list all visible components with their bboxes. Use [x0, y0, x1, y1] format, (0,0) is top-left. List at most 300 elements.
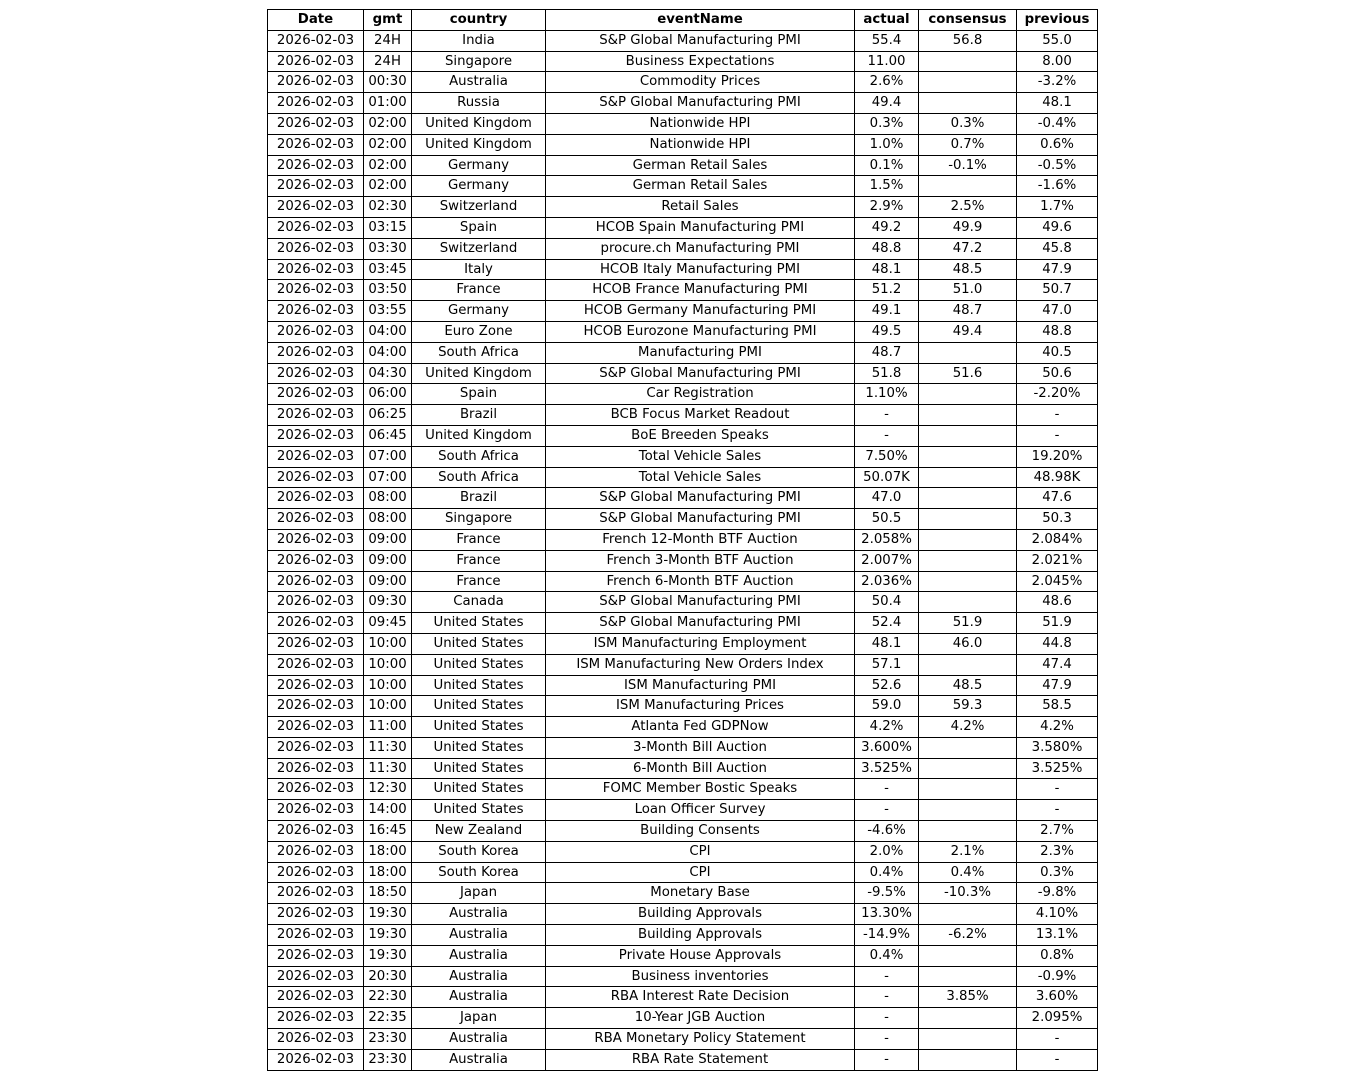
- cell-actual: -: [855, 987, 919, 1008]
- cell-previous: 51.9: [1017, 613, 1098, 634]
- cell-actual: 51.8: [855, 363, 919, 384]
- cell-date: 2026-02-03: [268, 571, 364, 592]
- cell-event-name: 10-Year JGB Auction: [546, 1008, 855, 1029]
- cell-event-name: S&P Global Manufacturing PMI: [546, 93, 855, 114]
- economic-calendar-table: [267, 9, 1098, 1071]
- cell-country: United States: [412, 717, 546, 738]
- cell-consensus: [919, 800, 1017, 821]
- column-header-gmt: gmt: [364, 10, 412, 31]
- cell-event-name: ISM Manufacturing Prices: [546, 696, 855, 717]
- cell-gmt: 07:00: [364, 446, 412, 467]
- cell-consensus: [919, 1008, 1017, 1029]
- table-body: [268, 30, 1098, 1070]
- cell-previous: 50.7: [1017, 280, 1098, 301]
- cell-gmt: 07:00: [364, 467, 412, 488]
- cell-gmt: 04:30: [364, 363, 412, 384]
- cell-previous: 2.021%: [1017, 550, 1098, 571]
- cell-gmt: 06:25: [364, 405, 412, 426]
- cell-country: United States: [412, 654, 546, 675]
- cell-country: Spain: [412, 217, 546, 238]
- cell-actual: 3.525%: [855, 758, 919, 779]
- cell-country: United States: [412, 633, 546, 654]
- cell-country: France: [412, 550, 546, 571]
- cell-actual: 51.2: [855, 280, 919, 301]
- table-row: [268, 446, 1098, 467]
- cell-previous: -9.8%: [1017, 883, 1098, 904]
- table-row: [268, 737, 1098, 758]
- cell-actual: 2.007%: [855, 550, 919, 571]
- cell-country: Singapore: [412, 509, 546, 530]
- cell-event-name: French 12-Month BTF Auction: [546, 529, 855, 550]
- cell-previous: -0.5%: [1017, 155, 1098, 176]
- cell-consensus: 49.4: [919, 321, 1017, 342]
- cell-country: United States: [412, 800, 546, 821]
- cell-date: 2026-02-03: [268, 1008, 364, 1029]
- cell-event-name: Private House Approvals: [546, 945, 855, 966]
- table-row: [268, 550, 1098, 571]
- cell-date: 2026-02-03: [268, 176, 364, 197]
- cell-consensus: [919, 1029, 1017, 1050]
- cell-country: Australia: [412, 987, 546, 1008]
- cell-consensus: [919, 467, 1017, 488]
- cell-actual: 59.0: [855, 696, 919, 717]
- table-row: [268, 342, 1098, 363]
- cell-previous: -: [1017, 405, 1098, 426]
- cell-event-name: S&P Global Manufacturing PMI: [546, 363, 855, 384]
- cell-actual: 0.3%: [855, 113, 919, 134]
- cell-event-name: HCOB Italy Manufacturing PMI: [546, 259, 855, 280]
- cell-consensus: [919, 529, 1017, 550]
- table-row: [268, 883, 1098, 904]
- cell-country: Switzerland: [412, 238, 546, 259]
- cell-event-name: Total Vehicle Sales: [546, 446, 855, 467]
- cell-gmt: 02:00: [364, 155, 412, 176]
- cell-event-name: Car Registration: [546, 384, 855, 405]
- cell-date: 2026-02-03: [268, 904, 364, 925]
- cell-event-name: Commodity Prices: [546, 72, 855, 93]
- cell-actual: 2.0%: [855, 841, 919, 862]
- cell-previous: -: [1017, 800, 1098, 821]
- cell-actual: 48.1: [855, 633, 919, 654]
- cell-gmt: 14:00: [364, 800, 412, 821]
- cell-event-name: Retail Sales: [546, 197, 855, 218]
- cell-event-name: ISM Manufacturing Employment: [546, 633, 855, 654]
- cell-actual: -: [855, 1029, 919, 1050]
- cell-gmt: 00:30: [364, 72, 412, 93]
- cell-country: India: [412, 30, 546, 51]
- cell-previous: -3.2%: [1017, 72, 1098, 93]
- cell-country: Japan: [412, 883, 546, 904]
- cell-consensus: [919, 654, 1017, 675]
- cell-event-name: German Retail Sales: [546, 176, 855, 197]
- cell-actual: 2.036%: [855, 571, 919, 592]
- cell-gmt: 03:30: [364, 238, 412, 259]
- cell-actual: -: [855, 779, 919, 800]
- cell-date: 2026-02-03: [268, 363, 364, 384]
- cell-previous: 47.9: [1017, 259, 1098, 280]
- cell-actual: 1.0%: [855, 134, 919, 155]
- table-row: [268, 301, 1098, 322]
- cell-consensus: [919, 821, 1017, 842]
- cell-country: South Africa: [412, 446, 546, 467]
- cell-gmt: 11:30: [364, 737, 412, 758]
- cell-gmt: 18:00: [364, 841, 412, 862]
- cell-date: 2026-02-03: [268, 779, 364, 800]
- cell-country: New Zealand: [412, 821, 546, 842]
- cell-gmt: 19:30: [364, 904, 412, 925]
- cell-consensus: 0.7%: [919, 134, 1017, 155]
- table-row: [268, 1008, 1098, 1029]
- cell-date: 2026-02-03: [268, 342, 364, 363]
- cell-consensus: 0.3%: [919, 113, 1017, 134]
- cell-previous: 2.7%: [1017, 821, 1098, 842]
- cell-actual: -: [855, 1049, 919, 1070]
- cell-previous: -: [1017, 425, 1098, 446]
- cell-consensus: [919, 488, 1017, 509]
- cell-country: Euro Zone: [412, 321, 546, 342]
- table-row: [268, 405, 1098, 426]
- cell-country: Australia: [412, 72, 546, 93]
- cell-event-name: Building Consents: [546, 821, 855, 842]
- cell-actual: 11.00: [855, 51, 919, 72]
- cell-date: 2026-02-03: [268, 737, 364, 758]
- economic-calendar-table-wrapper: [267, 9, 1098, 1071]
- cell-date: 2026-02-03: [268, 259, 364, 280]
- cell-date: 2026-02-03: [268, 633, 364, 654]
- cell-consensus: -0.1%: [919, 155, 1017, 176]
- cell-date: 2026-02-03: [268, 1049, 364, 1070]
- cell-previous: -: [1017, 779, 1098, 800]
- cell-date: 2026-02-03: [268, 488, 364, 509]
- table-header: [268, 10, 1098, 31]
- cell-previous: -0.9%: [1017, 966, 1098, 987]
- cell-event-name: German Retail Sales: [546, 155, 855, 176]
- cell-gmt: 09:00: [364, 571, 412, 592]
- cell-consensus: 49.9: [919, 217, 1017, 238]
- table-row: [268, 654, 1098, 675]
- cell-event-name: HCOB France Manufacturing PMI: [546, 280, 855, 301]
- cell-date: 2026-02-03: [268, 301, 364, 322]
- cell-consensus: [919, 425, 1017, 446]
- cell-date: 2026-02-03: [268, 238, 364, 259]
- cell-date: 2026-02-03: [268, 654, 364, 675]
- cell-actual: 1.5%: [855, 176, 919, 197]
- cell-date: 2026-02-03: [268, 592, 364, 613]
- table-row: [268, 1029, 1098, 1050]
- cell-date: 2026-02-03: [268, 987, 364, 1008]
- cell-date: 2026-02-03: [268, 405, 364, 426]
- cell-consensus: [919, 446, 1017, 467]
- cell-previous: -2.20%: [1017, 384, 1098, 405]
- cell-event-name: ISM Manufacturing PMI: [546, 675, 855, 696]
- cell-consensus: [919, 966, 1017, 987]
- cell-actual: -4.6%: [855, 821, 919, 842]
- cell-consensus: 51.9: [919, 613, 1017, 634]
- cell-consensus: [919, 509, 1017, 530]
- table-row: [268, 592, 1098, 613]
- cell-event-name: Business inventories: [546, 966, 855, 987]
- cell-date: 2026-02-03: [268, 883, 364, 904]
- cell-gmt: 22:35: [364, 1008, 412, 1029]
- cell-date: 2026-02-03: [268, 758, 364, 779]
- cell-date: 2026-02-03: [268, 945, 364, 966]
- table-row: [268, 363, 1098, 384]
- cell-actual: 49.1: [855, 301, 919, 322]
- cell-event-name: BoE Breeden Speaks: [546, 425, 855, 446]
- cell-previous: 58.5: [1017, 696, 1098, 717]
- cell-actual: -: [855, 425, 919, 446]
- cell-country: Germany: [412, 301, 546, 322]
- cell-date: 2026-02-03: [268, 675, 364, 696]
- cell-previous: 4.2%: [1017, 717, 1098, 738]
- cell-consensus: 48.5: [919, 675, 1017, 696]
- table-row: [268, 467, 1098, 488]
- cell-event-name: Building Approvals: [546, 904, 855, 925]
- cell-gmt: 02:30: [364, 197, 412, 218]
- cell-previous: 2.095%: [1017, 1008, 1098, 1029]
- cell-event-name: procure.ch Manufacturing PMI: [546, 238, 855, 259]
- table-row: [268, 862, 1098, 883]
- table-row: [268, 821, 1098, 842]
- cell-previous: 2.3%: [1017, 841, 1098, 862]
- cell-actual: 50.5: [855, 509, 919, 530]
- cell-consensus: 0.4%: [919, 862, 1017, 883]
- cell-date: 2026-02-03: [268, 155, 364, 176]
- table-row: [268, 259, 1098, 280]
- cell-consensus: [919, 571, 1017, 592]
- cell-consensus: [919, 945, 1017, 966]
- table-row: [268, 571, 1098, 592]
- cell-previous: 50.6: [1017, 363, 1098, 384]
- table-row: [268, 30, 1098, 51]
- cell-gmt: 04:00: [364, 342, 412, 363]
- cell-date: 2026-02-03: [268, 467, 364, 488]
- cell-previous: 3.525%: [1017, 758, 1098, 779]
- table-row: [268, 425, 1098, 446]
- cell-previous: 48.98K: [1017, 467, 1098, 488]
- cell-consensus: 51.0: [919, 280, 1017, 301]
- cell-previous: 55.0: [1017, 30, 1098, 51]
- cell-consensus: 46.0: [919, 633, 1017, 654]
- table-row: [268, 217, 1098, 238]
- table-row: [268, 155, 1098, 176]
- cell-consensus: -6.2%: [919, 925, 1017, 946]
- cell-country: France: [412, 529, 546, 550]
- cell-consensus: [919, 384, 1017, 405]
- cell-date: 2026-02-03: [268, 134, 364, 155]
- cell-country: South Africa: [412, 467, 546, 488]
- cell-gmt: 01:00: [364, 93, 412, 114]
- cell-previous: 3.60%: [1017, 987, 1098, 1008]
- cell-consensus: 56.8: [919, 30, 1017, 51]
- cell-gmt: 03:15: [364, 217, 412, 238]
- cell-date: 2026-02-03: [268, 800, 364, 821]
- cell-country: Spain: [412, 384, 546, 405]
- cell-consensus: [919, 51, 1017, 72]
- cell-country: France: [412, 571, 546, 592]
- cell-date: 2026-02-03: [268, 72, 364, 93]
- table-row: [268, 280, 1098, 301]
- cell-event-name: HCOB Germany Manufacturing PMI: [546, 301, 855, 322]
- cell-actual: 48.7: [855, 342, 919, 363]
- cell-actual: 0.4%: [855, 945, 919, 966]
- cell-date: 2026-02-03: [268, 613, 364, 634]
- table-row: [268, 176, 1098, 197]
- cell-country: United Kingdom: [412, 113, 546, 134]
- cell-country: Italy: [412, 259, 546, 280]
- cell-country: United Kingdom: [412, 425, 546, 446]
- cell-consensus: [919, 342, 1017, 363]
- cell-gmt: 11:30: [364, 758, 412, 779]
- column-header-country: country: [412, 10, 546, 31]
- cell-event-name: RBA Interest Rate Decision: [546, 987, 855, 1008]
- cell-gmt: 20:30: [364, 966, 412, 987]
- cell-actual: 0.1%: [855, 155, 919, 176]
- cell-gmt: 09:45: [364, 613, 412, 634]
- table-row: [268, 113, 1098, 134]
- cell-actual: 57.1: [855, 654, 919, 675]
- header-row: [268, 10, 1098, 31]
- cell-date: 2026-02-03: [268, 446, 364, 467]
- cell-country: United Kingdom: [412, 134, 546, 155]
- cell-previous: 47.4: [1017, 654, 1098, 675]
- cell-gmt: 10:00: [364, 633, 412, 654]
- cell-country: Australia: [412, 1029, 546, 1050]
- cell-event-name: Monetary Base: [546, 883, 855, 904]
- cell-gmt: 10:00: [364, 654, 412, 675]
- cell-consensus: [919, 405, 1017, 426]
- cell-date: 2026-02-03: [268, 280, 364, 301]
- cell-country: Russia: [412, 93, 546, 114]
- cell-consensus: [919, 1049, 1017, 1070]
- table-row: [268, 966, 1098, 987]
- cell-country: Switzerland: [412, 197, 546, 218]
- cell-event-name: Business Expectations: [546, 51, 855, 72]
- cell-previous: 3.580%: [1017, 737, 1098, 758]
- cell-gmt: 09:30: [364, 592, 412, 613]
- cell-date: 2026-02-03: [268, 321, 364, 342]
- cell-actual: 50.4: [855, 592, 919, 613]
- table-row: [268, 675, 1098, 696]
- cell-event-name: RBA Monetary Policy Statement: [546, 1029, 855, 1050]
- cell-country: United Kingdom: [412, 363, 546, 384]
- cell-previous: 47.0: [1017, 301, 1098, 322]
- cell-country: United States: [412, 758, 546, 779]
- cell-event-name: BCB Focus Market Readout: [546, 405, 855, 426]
- cell-country: Germany: [412, 176, 546, 197]
- table-row: [268, 696, 1098, 717]
- table-row: [268, 800, 1098, 821]
- cell-consensus: 4.2%: [919, 717, 1017, 738]
- cell-country: Brazil: [412, 405, 546, 426]
- cell-event-name: S&P Global Manufacturing PMI: [546, 509, 855, 530]
- table-row: [268, 134, 1098, 155]
- cell-actual: -: [855, 1008, 919, 1029]
- cell-event-name: Nationwide HPI: [546, 113, 855, 134]
- cell-previous: 48.6: [1017, 592, 1098, 613]
- cell-country: Germany: [412, 155, 546, 176]
- cell-gmt: 22:30: [364, 987, 412, 1008]
- cell-gmt: 03:55: [364, 301, 412, 322]
- cell-event-name: French 3-Month BTF Auction: [546, 550, 855, 571]
- cell-previous: 44.8: [1017, 633, 1098, 654]
- table-row: [268, 613, 1098, 634]
- cell-previous: 47.6: [1017, 488, 1098, 509]
- cell-event-name: S&P Global Manufacturing PMI: [546, 488, 855, 509]
- table-row: [268, 987, 1098, 1008]
- cell-gmt: 02:00: [364, 176, 412, 197]
- cell-country: Canada: [412, 592, 546, 613]
- cell-gmt: 09:00: [364, 550, 412, 571]
- cell-consensus: 47.2: [919, 238, 1017, 259]
- cell-previous: -1.6%: [1017, 176, 1098, 197]
- cell-actual: -: [855, 966, 919, 987]
- cell-event-name: HCOB Spain Manufacturing PMI: [546, 217, 855, 238]
- cell-event-name: S&P Global Manufacturing PMI: [546, 30, 855, 51]
- cell-country: Australia: [412, 925, 546, 946]
- cell-consensus: 3.85%: [919, 987, 1017, 1008]
- cell-gmt: 02:00: [364, 113, 412, 134]
- cell-gmt: 02:00: [364, 134, 412, 155]
- cell-gmt: 11:00: [364, 717, 412, 738]
- cell-previous: 4.10%: [1017, 904, 1098, 925]
- cell-gmt: 08:00: [364, 509, 412, 530]
- cell-country: Brazil: [412, 488, 546, 509]
- cell-gmt: 19:30: [364, 925, 412, 946]
- table-row: [268, 1049, 1098, 1070]
- cell-gmt: 19:30: [364, 945, 412, 966]
- cell-country: Japan: [412, 1008, 546, 1029]
- cell-actual: 49.4: [855, 93, 919, 114]
- cell-date: 2026-02-03: [268, 30, 364, 51]
- cell-country: Singapore: [412, 51, 546, 72]
- cell-actual: 49.2: [855, 217, 919, 238]
- cell-previous: 40.5: [1017, 342, 1098, 363]
- cell-consensus: 51.6: [919, 363, 1017, 384]
- cell-previous: -: [1017, 1049, 1098, 1070]
- cell-previous: 45.8: [1017, 238, 1098, 259]
- table-row: [268, 238, 1098, 259]
- table-row: [268, 93, 1098, 114]
- cell-date: 2026-02-03: [268, 841, 364, 862]
- cell-actual: 50.07K: [855, 467, 919, 488]
- cell-actual: 52.4: [855, 613, 919, 634]
- cell-consensus: 59.3: [919, 696, 1017, 717]
- cell-actual: 13.30%: [855, 904, 919, 925]
- cell-country: South Korea: [412, 841, 546, 862]
- cell-date: 2026-02-03: [268, 509, 364, 530]
- cell-event-name: Total Vehicle Sales: [546, 467, 855, 488]
- cell-actual: 2.058%: [855, 529, 919, 550]
- cell-event-name: HCOB Eurozone Manufacturing PMI: [546, 321, 855, 342]
- cell-gmt: 12:30: [364, 779, 412, 800]
- table-row: [268, 321, 1098, 342]
- cell-actual: 47.0: [855, 488, 919, 509]
- cell-country: France: [412, 280, 546, 301]
- cell-date: 2026-02-03: [268, 113, 364, 134]
- cell-consensus: [919, 72, 1017, 93]
- cell-event-name: ISM Manufacturing New Orders Index: [546, 654, 855, 675]
- cell-event-name: CPI: [546, 841, 855, 862]
- table-row: [268, 509, 1098, 530]
- cell-gmt: 18:50: [364, 883, 412, 904]
- cell-previous: 8.00: [1017, 51, 1098, 72]
- cell-consensus: 48.5: [919, 259, 1017, 280]
- table-row: [268, 529, 1098, 550]
- cell-gmt: 08:00: [364, 488, 412, 509]
- cell-previous: 47.9: [1017, 675, 1098, 696]
- cell-consensus: [919, 737, 1017, 758]
